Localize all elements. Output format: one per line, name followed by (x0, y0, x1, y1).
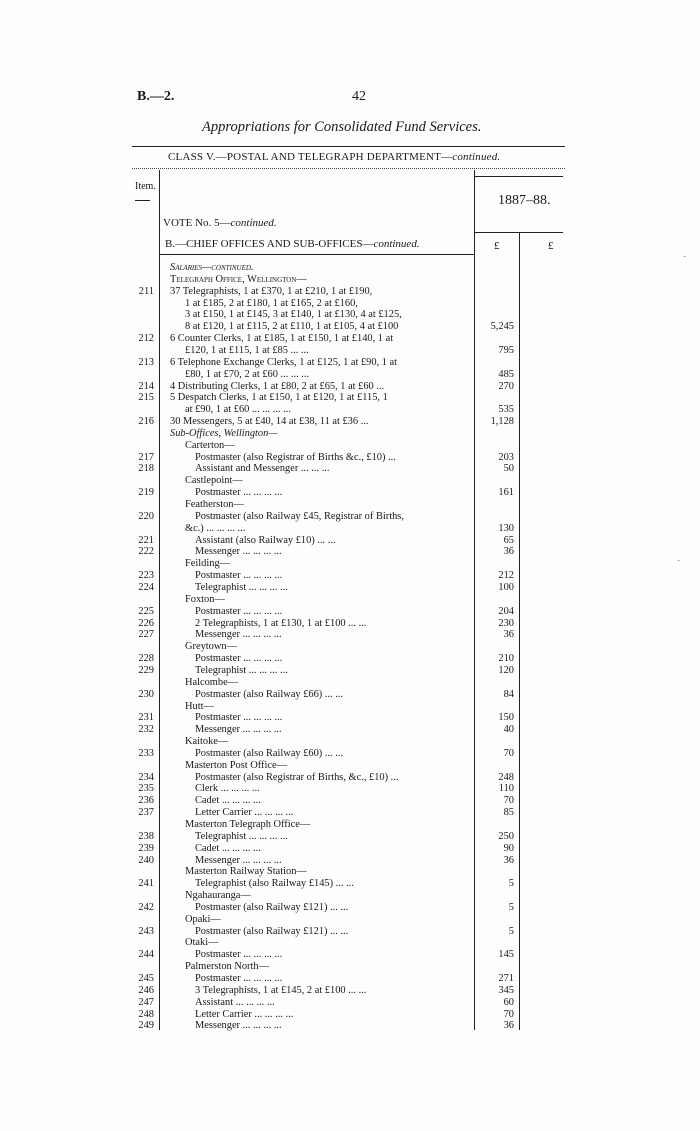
item-description: Feilding— (185, 558, 231, 570)
item-amount: 36 (503, 629, 514, 641)
item-amount: 1,128 (490, 416, 514, 427)
item-number: 235 (138, 783, 154, 795)
item-amount: 5,245 (490, 321, 514, 333)
item-amount: 535 (498, 404, 514, 416)
item-number: 227 (138, 629, 154, 641)
section-heading-continued: continued. (373, 238, 420, 250)
item-description: Masterton Post Office— (185, 759, 287, 771)
item-amount: 90 (503, 842, 514, 854)
item-description: Clerk ... ... ... ... (195, 783, 260, 795)
item-number: 230 (138, 688, 154, 700)
item-number: 226 (138, 617, 154, 629)
item-amount: 271 (498, 973, 514, 984)
item-amount: 203 (498, 451, 514, 463)
item-number: 240 (138, 854, 154, 866)
item-number: 222 (138, 546, 154, 558)
item-number: 237 (138, 807, 154, 819)
item-number: 248 (138, 1008, 154, 1020)
vote-heading-continued: continued. (230, 217, 277, 229)
item-amount: 795 (498, 344, 514, 356)
item-description: &c.) ... ... ... ... (185, 522, 246, 534)
item-number: 244 (138, 949, 154, 961)
item-description: Carterton— (185, 439, 235, 451)
item-description: Messenger ... ... ... ... (195, 629, 282, 641)
item-description: Postmaster (also Railway £60) ... ... (195, 747, 344, 759)
item-description: 3 at £150, 1 at £145, 3 at £140, 1 at £130, 4 at £125, (185, 309, 402, 321)
item-description: 5 Despatch Clerks, 1 at £150, 1 at £120, 1 at £115, 1 (170, 392, 388, 404)
item-number: 231 (138, 712, 154, 724)
class-heading-main: CLASS V.—POSTAL AND TELEGRAPH DEPARTMENT— (168, 151, 453, 163)
item-number: 225 (138, 605, 154, 617)
section-heading (165, 238, 420, 250)
item-description: Featherston— (185, 499, 244, 510)
item-description: Ngahauranga— (185, 890, 251, 901)
item-description: Letter Carrier ... ... ... ... (195, 807, 294, 819)
item-description: Kaitoke— (185, 736, 229, 747)
item-number: 213 (138, 356, 154, 368)
item-description: Assistant and Messenger ... ... ... (195, 463, 330, 475)
item-amount: 5 (508, 925, 514, 937)
item-description: 8 at £120, 1 at £115, 2 at £110, 1 at £105, 4 at £100 (185, 321, 399, 333)
item-amount: 204 (498, 605, 514, 617)
item-description: £80, 1 at £70, 2 at £60 ... ... ... (185, 368, 310, 380)
table-row (0, 1020, 560, 1033)
top-rule (132, 146, 565, 147)
item-description: Messenger ... ... ... ... (195, 546, 282, 558)
item-amount: 100 (498, 582, 514, 593)
item-description: 4 Distributing Clerks, 1 at £80, 2 at £65, 1 at £60 ... (170, 380, 385, 392)
item-description: Masterton Railway Station— (185, 866, 307, 878)
item-number: 215 (138, 392, 154, 404)
item-description: Postmaster ... ... ... ... (195, 712, 283, 724)
item-amount: 250 (498, 830, 514, 842)
item-amount: 85 (503, 807, 514, 819)
margin-mark: · (677, 556, 681, 567)
class-heading-continued: continued. (452, 151, 501, 163)
item-number: 218 (138, 463, 154, 475)
item-description: Palmerston North— (185, 961, 269, 973)
item-number: 249 (138, 1020, 154, 1032)
item-amount: 5 (508, 901, 514, 913)
item-description: Sub-Offices, Wellington— (170, 427, 278, 439)
class-heading (168, 151, 500, 163)
item-amount: 345 (498, 984, 514, 996)
item-description: Greytown— (185, 641, 237, 653)
item-number: 223 (138, 570, 154, 582)
pound-sign-total: £ (548, 240, 554, 252)
item-description: Assistant (also Railway £10) ... ... (195, 534, 336, 546)
item-description: Telegraphist ... ... ... ... (195, 664, 288, 676)
year-column-header: 1887–88. (498, 193, 551, 208)
item-amount: 270 (498, 380, 514, 392)
vote-heading (163, 217, 277, 229)
item-number: 228 (138, 653, 154, 664)
item-amount: 70 (503, 1008, 514, 1020)
item-amount: 210 (498, 653, 514, 664)
item-number: 214 (138, 380, 154, 392)
item-description: Telegraphist ... ... ... ... (195, 582, 288, 593)
item-amount: 248 (498, 771, 514, 783)
item-description: Telegraphist ... ... ... ... (195, 830, 288, 842)
item-description: at £90, 1 at £60 ... ... ... ... (185, 404, 291, 416)
item-number: 242 (138, 901, 154, 913)
item-description: Halcombe— (185, 676, 239, 688)
item-description: 2 Telegraphists, 1 at £130, 1 at £100 ... ... (195, 617, 367, 629)
item-description: Messenger ... ... ... ... (195, 1020, 282, 1032)
item-description: Messenger ... ... ... ... (195, 854, 282, 866)
item-number: 233 (138, 747, 154, 759)
vote-heading-main: VOTE No. 5— (163, 217, 231, 229)
item-amount: 5 (508, 878, 514, 890)
item-number: 217 (138, 451, 154, 463)
item-description: 6 Telephone Exchange Clerks, 1 at £125, 1 at £90, 1 at (170, 356, 398, 368)
item-amount: 65 (503, 534, 514, 546)
item-number: 241 (138, 878, 154, 890)
item-description: 6 Counter Clerks, 1 at £185, 1 at £150, 1 at £140, 1 at (170, 333, 394, 345)
margin-mark: · (683, 252, 687, 263)
item-description: Postmaster (also Railway £121) ... ... (195, 925, 349, 937)
item-header-rule (135, 200, 150, 201)
item-amount: 130 (498, 522, 514, 534)
item-number: 247 (138, 996, 154, 1008)
item-description: Postmaster ... ... ... ... (195, 949, 283, 961)
section-header-rule (160, 254, 474, 255)
dotted-rule (132, 168, 565, 169)
item-amount: 50 (503, 463, 514, 475)
item-number: 220 (138, 510, 154, 522)
item-description: Postmaster (also Registrar of Births &c., £10) ... (195, 451, 396, 463)
item-number: 216 (138, 416, 154, 427)
year-header-bottom-rule (474, 232, 563, 233)
item-description: 30 Messengers, 5 at £40, 14 at £38, 11 at £36 ... (170, 416, 369, 427)
item-description: Messenger ... ... ... ... (195, 724, 282, 736)
item-amount: 145 (498, 949, 514, 961)
item-amount: 120 (498, 664, 514, 676)
item-amount: 36 (503, 1020, 514, 1032)
item-description: £120, 1 at £115, 1 at £85 ... ... (185, 344, 309, 356)
item-number: 229 (138, 664, 154, 676)
item-description: Hutt— (185, 700, 214, 712)
item-number: 236 (138, 795, 154, 807)
item-amount: 70 (503, 795, 514, 807)
year-header-top-rule (474, 176, 563, 177)
item-number: 224 (138, 582, 154, 593)
item-description: Postmaster (also Railway £121) ... ... (195, 901, 349, 913)
item-description: Opaki— (185, 913, 221, 925)
item-description: Letter Carrier ... ... ... ... (195, 1008, 294, 1020)
item-amount: 60 (503, 996, 514, 1008)
item-number: 234 (138, 771, 154, 783)
item-description: Cadet ... ... ... ... (195, 795, 261, 807)
item-description: Otaki— (185, 937, 219, 949)
item-description: Telegraph Office, Wellington— (170, 273, 307, 285)
item-description: Postmaster ... ... ... ... (195, 973, 283, 984)
item-description: Postmaster (also Registrar of Births, &c., £10) ... (195, 771, 399, 783)
item-number: 219 (138, 487, 154, 499)
item-amount: 150 (498, 712, 514, 724)
item-description: Foxton— (185, 593, 225, 605)
item-amount: 230 (498, 617, 514, 629)
item-number: 211 (138, 285, 154, 297)
item-amount: 40 (503, 724, 514, 736)
item-amount: 36 (503, 854, 514, 866)
item-amount: 70 (503, 747, 514, 759)
item-amount: 110 (498, 783, 514, 795)
pound-sign-amount: £ (494, 240, 500, 252)
item-number: 232 (138, 724, 154, 736)
item-description: Castlepoint— (185, 475, 243, 487)
item-description: Postmaster ... ... ... ... (195, 570, 283, 582)
item-description: 37 Telegraphists, 1 at £370, 1 at £210, 1 at £190, (170, 285, 373, 297)
item-number: 221 (138, 534, 154, 546)
item-number: 239 (138, 842, 154, 854)
item-description: Salaries—continued. (170, 262, 254, 273)
item-amount: 84 (503, 688, 514, 700)
page-title: Appropriations for Consolidated Fund Services. (202, 119, 482, 135)
item-amount: 161 (498, 487, 514, 499)
page-number: 42 (352, 89, 366, 104)
item-description: 3 Telegraphists, 1 at £145, 2 at £100 ... ... (195, 984, 367, 996)
item-number: 246 (138, 984, 154, 996)
item-description: Postmaster (also Railway £66) ... ... (195, 688, 344, 700)
item-amount: 485 (498, 368, 514, 380)
item-column-header: Item. (135, 181, 156, 192)
section-heading-main: B.—CHIEF OFFICES AND SUB-OFFICES— (165, 238, 374, 250)
item-number: 238 (138, 830, 154, 842)
item-amount: 36 (503, 546, 514, 558)
item-description: 1 at £185, 2 at £180, 1 at £165, 2 at £160, (185, 297, 358, 309)
item-description: Postmaster ... ... ... ... (195, 653, 283, 664)
item-number: 243 (138, 925, 154, 937)
item-description: Postmaster ... ... ... ... (195, 487, 283, 499)
document-reference: B.—2. (137, 89, 175, 104)
item-description: Telegraphist (also Railway £145) ... ... (195, 878, 354, 890)
item-description: Postmaster (also Railway £45, Registrar of Births, (195, 510, 404, 522)
item-number: 245 (138, 973, 154, 984)
item-description: Postmaster ... ... ... ... (195, 605, 283, 617)
item-description: Assistant ... ... ... ... (195, 996, 275, 1008)
item-description: Cadet ... ... ... ... (195, 842, 261, 854)
item-number: 212 (138, 333, 154, 345)
item-description: Masterton Telegraph Office— (185, 818, 311, 830)
item-amount: 212 (498, 570, 514, 582)
